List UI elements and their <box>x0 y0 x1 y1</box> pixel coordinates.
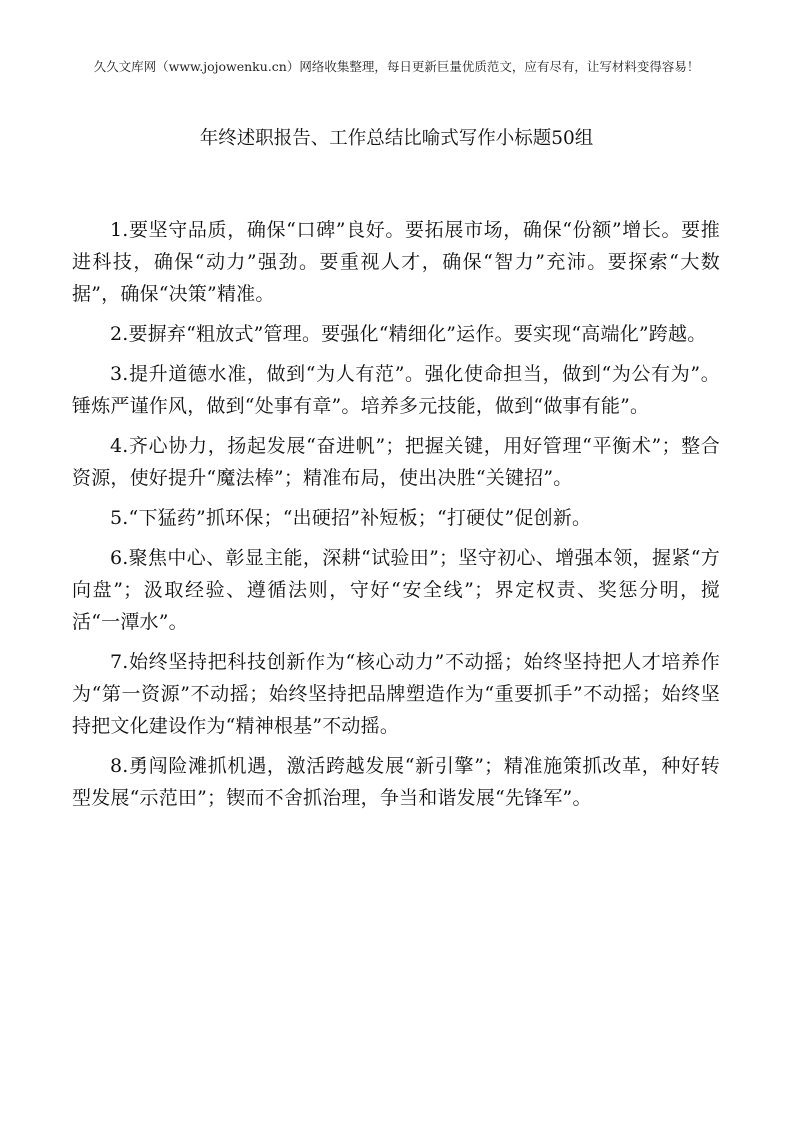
paragraph-3: 3.提升道德水准，做到“为人有范”。强化使命担当，做到“为公有为”。锤炼严谨作风，做到“处事有章”。培养多元技能，做到“做事有能”。 <box>72 363 720 417</box>
paragraph-6: 6.聚焦中心、彰显主能，深耕“试验田”；坚守初心、增强本领，握紧“方向盘”；汲取经验、遵循法则，守好“安全线”；界定权责、奖惩分明，搅活“一潭水”。 <box>72 547 720 633</box>
paragraph-4: 4.齐心协力，扬起发展“奋进帆”；把握关键，用好管理“平衡术”；整合资源，使好提升“魔法棒”；精准布局，使出决胜“关键招”。 <box>72 435 720 489</box>
site-header-notice: 久久文库网（www.jojowenku.cn）网络收集整理，每日更新巨量优质范文，应有尽有，让写材料变得容易！ <box>93 59 700 74</box>
paragraph-7: 7.始终坚持把科技创新作为“核心动力”不动摇；始终坚持把人才培养作为“第一资源”不动摇；始终坚持把品牌塑造作为“重要抓手”不动摇；始终坚持把文化建设作为“精神根基”不动摇。 <box>72 651 720 737</box>
paragraph-2: 2.要摒弃“粗放式”管理。要强化“精细化”运作。要实现“高端化”跨越。 <box>110 323 707 345</box>
document-title: 年终述职报告、工作总结比喻式写作小标题50组 <box>199 128 594 149</box>
paragraph-1: 1.要坚守品质，确保“口碑”良好。要拓展市场，确保“份额”增长。要推进科技，确保“动力”强劲。要重视人才，确保“智力”充沛。要探索“大数据”，确保“决策”精准。 <box>72 219 720 305</box>
document-body <box>72 214 720 822</box>
paragraph-8: 8.勇闯险滩抓机遇，激活跨越发展“新引擎”；精准施策抓改革，种好转型发展“示范田”；锲而不舍抓治理，争当和谐发展“先锋军”。 <box>72 755 720 809</box>
paragraph-5: 5.“下猛药”抓环保；“出硬招”补短板；“打硬仗”促创新。 <box>110 507 592 529</box>
